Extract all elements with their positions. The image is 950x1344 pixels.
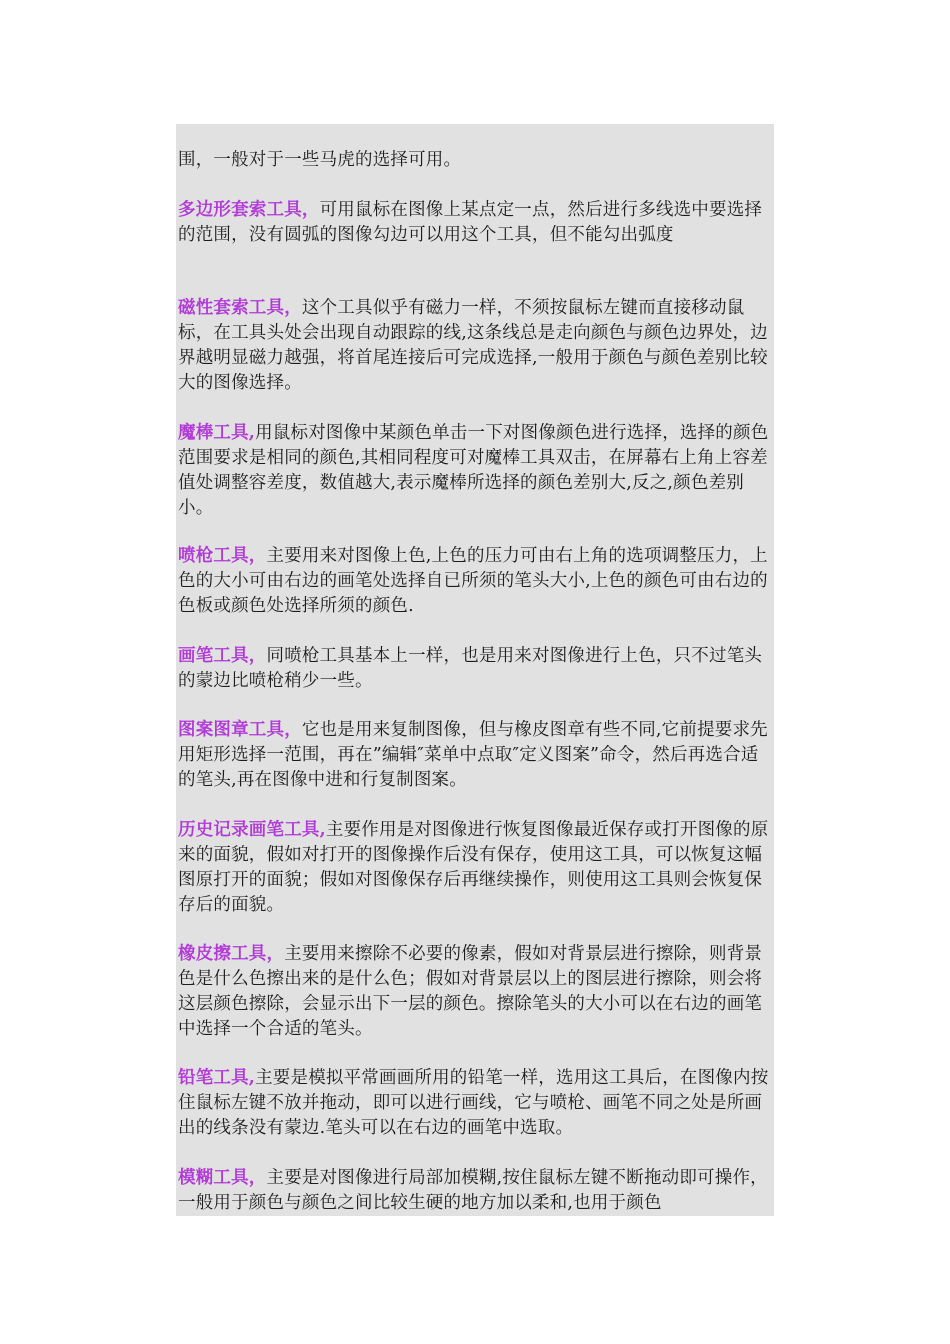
tool-term: 铅笔工具, [178, 1068, 256, 1088]
document-content-block [176, 124, 774, 1216]
paragraph-eraser [176, 942, 774, 1042]
paragraph-text: 主要作用是对图像进行恢复图像最近保存或打开图像的原来的面貌，假如对打开的图像操作后没有保存，使用这工具，可以恢复这幅图原打开的面貌；假如对图像保存后再继续操作，则使用这工具则会恢复保存后的面貌。 [178, 820, 769, 915]
paragraph-pattern-stamp [176, 718, 774, 793]
tool-term: 磁性套索工具， [178, 298, 302, 318]
tool-term: 历史记录画笔工具, [178, 820, 326, 840]
paragraph-brush [176, 644, 774, 694]
paragraph-text: 同喷枪工具基本上一样，也是用来对图像进行上色，只不过笔头的蒙边比喷枪稍少一些。 [178, 646, 763, 691]
paragraph-text: 主要是对图像进行局部加模糊,按住鼠标左键不断拖动即可操作，一般用于颜色与颜色之间比较生硬的地方加以柔和,也用于颜色 [178, 1168, 768, 1213]
paragraph-magnetic-lasso [176, 296, 774, 396]
tool-term: 魔棒工具, [178, 423, 256, 443]
tool-term: 多边形套索工具， [178, 200, 320, 220]
paragraph-pencil [176, 1066, 774, 1141]
paragraph-text: 可用鼠标在图像上某点定一点，然后进行多线选中要选择的范围，没有圆弧的图像勾边可以用这个工具，但不能勾出弧度 [178, 200, 763, 245]
paragraph-text: 围，一般对于一些马虎的选择可用。 [178, 150, 462, 170]
tool-term: 模糊工具， [178, 1168, 267, 1188]
paragraph-text: 主要用来擦除不必要的像素，假如对背景层进行擦除，则背景色是什么色擦出来的是什么色；假如对背景层以上的图层进行擦除，则会将这层颜色擦除，会显示出下一层的颜色。擦除笔头的大小可以在右边的画笔中选择一个合适的笔头。 [178, 944, 763, 1039]
paragraph-text: 主要用来对图像上色,上色的压力可由右上角的选项调整压力，上色的大小可由右边的画笔处选择自已所须的笔头大小,上色的颜色可由右边的色板或颜色处选择所须的颜色. [178, 546, 768, 616]
paragraph-magic-wand [176, 421, 774, 521]
tool-term: 画笔工具， [178, 646, 267, 666]
paragraph-continuation [176, 148, 774, 173]
tool-term: 喷枪工具， [178, 546, 267, 566]
paragraph-text: 主要是模拟平常画画所用的铅笔一样，选用这工具后，在图像内按住鼠标左键不放并拖动，即可以进行画线，它与喷枪、画笔不同之处是所画出的线条没有蒙边.笔头可以在右边的画笔中选取。 [178, 1068, 769, 1138]
paragraph-text: 用鼠标对图像中某颜色单击一下对图像颜色进行选择，选择的颜色范围要求是相同的颜色,其相同程度可对魔棒工具双击，在屏幕右上角上容差值处调整容差度，数值越大,表示魔棒所选择的颜色差别大,反之,颜色差别小。 [178, 423, 769, 518]
paragraph-text: 这个工具似乎有磁力一样，不须按鼠标左键而直接移动鼠标，在工具头处会出现自动跟踪的线,这条线总是走向颜色与颜色边界处，边界越明显磁力越强，将首尾连接后可完成选择,一般用于颜色与颜色差别比较大的图像选择。 [178, 298, 768, 393]
paragraph-airbrush [176, 544, 774, 619]
paragraph-history-brush [176, 818, 774, 918]
paragraph-blur [176, 1166, 774, 1216]
tool-term: 图案图章工具， [178, 720, 302, 740]
paragraph-polygonal-lasso [176, 198, 774, 248]
tool-term: 橡皮擦工具， [178, 944, 285, 964]
paragraph-text: 它也是用来复制图像，但与橡皮图章有些不同,它前提要求先用矩形选择一范围，再在”编辑″菜单中点取″定义图案”命令，然后再选合适的笔头,再在图像中进和行复制图案。 [178, 720, 768, 790]
